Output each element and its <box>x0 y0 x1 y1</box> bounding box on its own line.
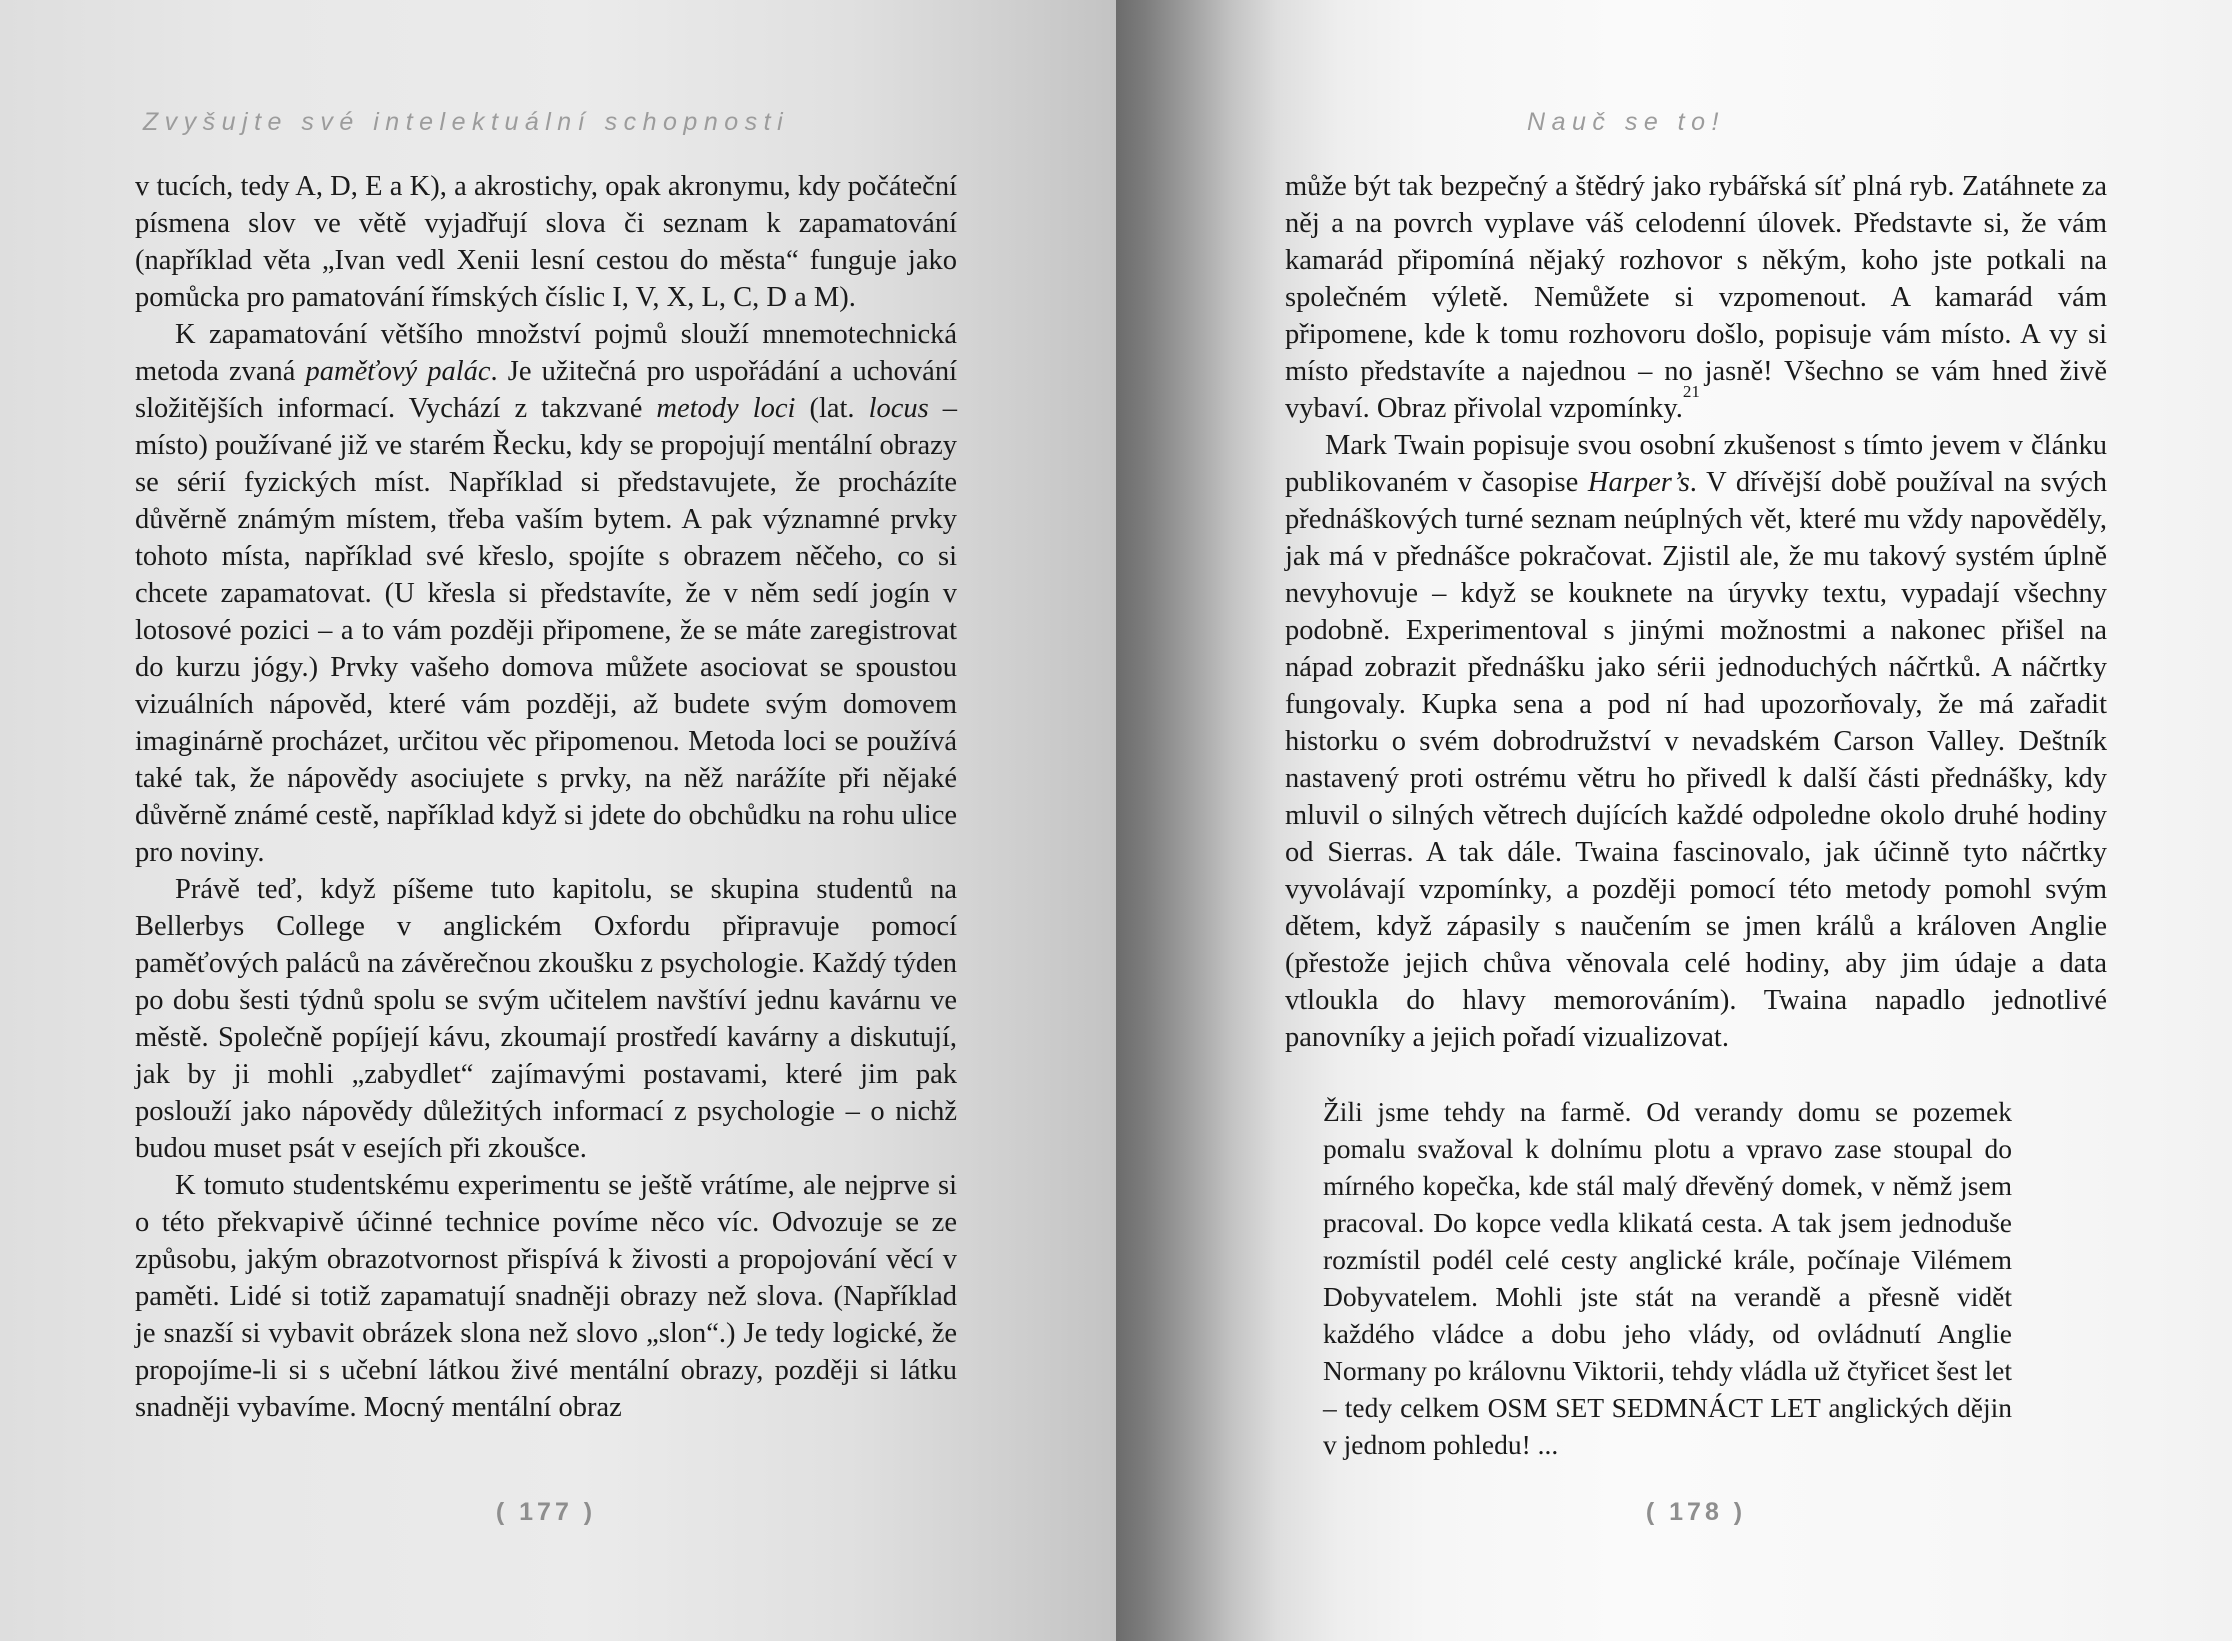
text-run: K zapamatování většího množství pojmů slouží mnemotechnická metoda zvaná <box>135 319 957 387</box>
paragraph <box>1285 168 2107 427</box>
page-right <box>1116 0 2232 1641</box>
italic-text-run: metody loci <box>656 393 796 424</box>
paragraph <box>135 316 957 871</box>
running-header-left: Zvyšujte své intelektuální schopnosti <box>142 108 790 136</box>
paragraph <box>135 871 957 1167</box>
footnote-reference: 21 <box>1682 382 1700 402</box>
text-run: (lat. <box>795 393 869 424</box>
text-run: K tomuto studentskému experimentu se ještě vrátíme, ale nejprve si o této překvapivě účinné technice povíme něco víc. Odvozuje se ze způsobu, jakým obrazotvornost přispívá k živosti a propojování věcí v paměti. Lidé si totiž zapamatují snadněji obrazy než slova. (Například je snazší si vybavit obrázek slona než slovo „slon“.) Je tedy logické, že propojíme-li si s učební látkou živé mentální obrazy, později si látku snadněji vybavíme. Mocný mentální obraz <box>135 1170 957 1423</box>
text-run: . Je užitečná pro uspořádání a uchování složitějších informací. Vychází z takzvané <box>135 356 957 424</box>
page-left-body <box>135 168 957 1426</box>
running-header-right: Nauč se to! <box>1527 108 1725 136</box>
text-run: – místo) používané již ve starém Řecku, kdy se propojují mentální obrazy se sérií fyzických míst. Například si představujete, že procházíte důvěrně známým místem, třeba vaším bytem. A pak významné prvky tohoto místa, například své křeslo, spojíte s obrazem něčeho, co si chcete zapamatovat. (U křesla si představíte, že v něm sedí jogín v lotosové pozici – a to vám později připomene, že se máte zaregistrovat do kurzu jógy.) Prvky vašeho domova můžete asociovat se spoustou vizuálních nápověd, které vám později, až budete svým domovem imaginárně procházet, určitou věc připomenou. Metoda loci se používá také tak, že nápovědy asociujete s prvky, na něž narážíte při nějaké důvěrně známé cestě, například když si jdete do obchůdku na rohu ulice pro noviny. <box>135 393 957 868</box>
page-number-right: ( 178 ) <box>1645 1498 1747 1526</box>
italic-text-run: Harper’s <box>1587 467 1690 498</box>
italic-text-run: paměťový palác <box>305 356 491 387</box>
text-run: v tucích, tedy A, D, E a K), a akrostichy, opak akronymu, kdy počáteční písmena slov ve větě vyjadřují slova či seznam k zapamatování (například věta „Ivan vedl Xenii lesní cestou do města“ funguje jako pomůcka pro pamatování římských číslic I, V, X, L, C, D a M). <box>135 171 957 313</box>
text-run: . V dřívější době používal na svých přednáškových turné seznam neúplných vět, které mu vždy napověděly, jak má v přednášce pokračovat. Zjistil ale, že mu takový systém úplně nevyhovuje – když se kouknete na úryvky textu, vypadají všechny podobně. Experimentoval s jinými možnostmi a nakonec přišel na nápad zobrazit přednášku jako sérii jednoduchých náčrtků. A náčrtky fungovaly. Kupka sena a pod ní had upozorňovaly, že má zařadit historku o svém dobrodružství v nevadském Carson Valley. Deštník nastavený proti ostrému větru ho přivedl k další části přednášky, kdy mluvil o silných větrech dujících každé odpoledne okolo druhé hodiny od Sierras. A tak dále. Twaina fascinovalo, jak účinně tyto náčrtky vyvolávají vzpomínky, a později pomocí této metody pomohl svým dětem, když zápasily s naučením se jmen králů a královen Anglie (přestože jejich chůva věnovala celé hodiny, aby jim údaje a data vtloukla do hlavy memorováním). Twaina napadlo jednotlivé panovníky a jejich pořadí vizualizovat. <box>1285 467 2107 1053</box>
page-right-body <box>1285 168 2107 1463</box>
paragraph <box>1285 427 2107 1056</box>
text-run: Žili jsme tehdy na farmě. Od verandy domu se pozemek pomalu svažoval k dolnímu plotu a vpravo zase stoupal do mírného kopečka, kde stál malý dřevěný domek, v němž jsem pracoval. Do kopce vedla klikatá cesta. A tak jsem jednoduše rozmístil podél celé cesty anglické krále, počínaje Vilémem Dobyvatelem. Mohli jste stát na verandě a přesně vidět každého vládce a dobu jeho vlády, od ovládnutí Anglie Normany po královnu Viktorii, tehdy vládla už čtyřicet šest let – tedy celkem OSM SET SEDMNÁCT LET anglických dějin v jednom pohledu! ... <box>1323 1096 2012 1460</box>
page-number-left: ( 177 ) <box>495 1498 597 1526</box>
block-quote <box>1323 1093 2012 1463</box>
italic-text-run: locus <box>868 393 929 424</box>
text-run: Právě teď, když píšeme tuto kapitolu, se skupina studentů na Bellerbys College v anglickém Oxfordu připravuje pomocí paměťových paláců na závěrečnou zkoušku z psychologie. Každý týden po dobu šesti týdnů spolu se svým učitelem navštíví jednu kavárnu ve městě. Společně popíjejí kávu, zkoumají prostředí kavárny a diskutují, jak by ji mohli „zabydlet“ zajímavými postavami, které jim pak poslouží jako nápovědy důležitých informací z psychologie – o nichž budou muset psát v esejích při zkoušce. <box>135 874 957 1164</box>
paragraph <box>135 1167 957 1426</box>
text-run: může být tak bezpečný a štědrý jako rybářská síť plná ryb. Zatáhnete za něj a na povrch vyplave váš celodenní úlovek. Představte si, že vám kamarád připomíná nějaký rozhovor s někým, koho jste potkali na společném výletě. Nemůžete si vzpomenout. A kamarád vám připomene, kde k tomu rozhovoru došlo, popisuje vám místo. A vy si místo představíte a najednou – no jasně! Všechno se vám hned živě vybaví. Obraz přivolal vzpomínky. <box>1285 171 2107 424</box>
text-run: Mark Twain popisuje svou osobní zkušenost s tímto jevem v článku publikovaném v časopise <box>1285 430 2107 498</box>
paragraph <box>135 168 957 316</box>
